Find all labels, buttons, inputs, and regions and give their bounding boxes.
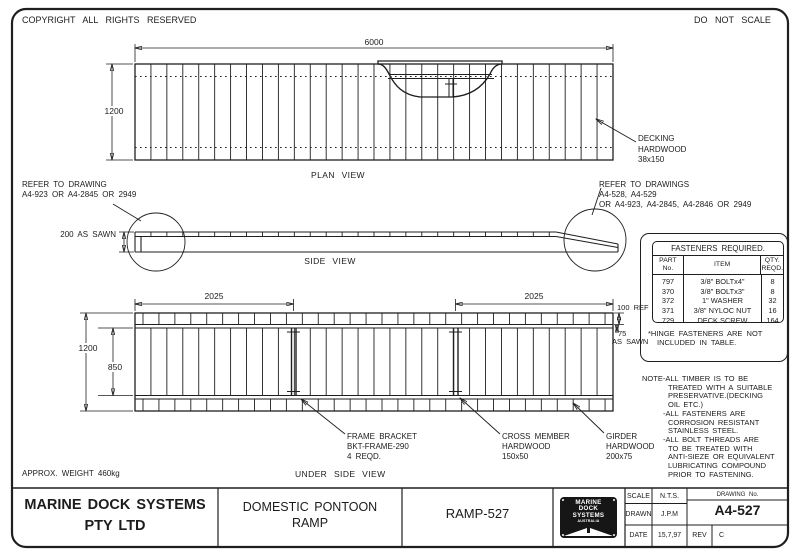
plan-view-label: PLAN VIEW [311,170,365,180]
fasteners-table-title: FASTENERS REQUIRED. [653,242,783,256]
general-notes [642,375,775,479]
company-name-line1: MARINE DOCK SYSTEMS [24,497,206,513]
header-part-line1: PART [659,257,677,264]
frame-bracket-line2: BKT-FRAME-290 [347,442,409,451]
hinge-note-line2: INCLUDED IN TABLE. [657,338,737,347]
do-not-scale-note: DO NOT SCALE [694,15,771,25]
dim-75-as-sawn: AS SAWN [612,337,649,346]
logo-line1: MARINE [575,499,602,506]
note-line-1: TREATED WITH A SUITABLE [668,382,773,392]
note-line-7: -ALL BOLT THREADS ARE [663,434,759,444]
qty-1: 8 [770,286,775,296]
header-qty-line1: QTY. [764,257,780,264]
logo-bowtie-icon [560,525,617,537]
side-view-label: SIDE VIEW [304,256,356,266]
girder-line1: GIRDER [606,432,638,441]
fasteners-table-body [653,275,783,323]
note-line-0: NOTE-ALL TIMBER IS TO BE [642,374,749,383]
company-name-line2: PTY LTD [84,518,146,534]
decking-label-line1: DECKING [638,134,675,143]
under-side-view-linework [80,299,627,434]
item-4: DECK SCREW [697,315,748,325]
decking-label-line2: HARDWOOD [638,144,687,154]
col-qty [762,275,783,323]
frame-bracket-label [347,432,417,462]
frame-bracket-leader [301,399,345,434]
refer-right-note [599,180,751,210]
refer-right-line1: REFER TO DRAWINGS [599,180,690,189]
logo-dot [613,499,615,501]
header-qty [761,256,783,274]
part-4: 729 [661,315,675,325]
decking-leader [596,119,636,142]
dim-1200-plan: 1200 [94,106,134,116]
decking-label-line3: 38x150 [638,155,665,164]
logo-dot [562,534,564,536]
drawing-no-label: DRAWING No. [716,492,759,498]
dim-6000: 6000 [364,37,384,47]
dim-1200-under: 1200 [68,343,108,353]
qty-2: 32 [768,296,777,306]
header-qty-line2: REQD. [761,265,783,272]
item-1: 3/8" BOLTx3" [700,286,745,296]
drawn-label: DRAWN [625,511,652,518]
refer-right-line2: A4-528, A4-529 [599,190,657,199]
refer-left-line2: A4-923 OR A4-2845 OR 2949 [22,190,137,199]
header-item: ITEM [684,256,762,274]
note-line-6: STAINLESS STEEL. [668,426,739,436]
side-view-linework [113,188,626,271]
drawing-title-line2: RAMP [291,516,329,530]
plan-view-linework [106,44,636,160]
part-2: 372 [661,296,675,306]
cross-member-leader [460,398,500,434]
rev-value: C [719,532,725,539]
note-line-8: TO BE TREATED WITH [668,443,753,453]
refer-left-line1: REFER TO DRAWING [22,180,107,189]
logo-dot [562,499,564,501]
cross-member-line1: CROSS MEMBER [502,432,570,441]
under-side-view-label: UNDER SIDE VIEW [295,469,386,479]
part-3: 371 [661,306,675,316]
note-line-10: LUBRICATING COMPOUND [668,461,767,471]
cross-member-label [502,432,570,462]
scale-value: N.T.S. [659,493,680,500]
dim-200-lines [119,232,134,252]
refer-left-leader [113,204,141,221]
dim-2025-right: 2025 [524,291,544,301]
part-1: 370 [661,286,675,296]
note-line-5: CORROSION RESISTANT [668,417,760,427]
approx-weight: APPROX. WEIGHT 460kg [22,469,120,478]
item-2: 1" WASHER [702,296,743,306]
fasteners-table-header [653,256,783,275]
date-value: 15,7,97 [657,532,682,539]
logo-line3: SYSTEMS [572,511,605,519]
dim-200-as-sawn: 200 AS SAWN [60,230,116,239]
girder-leader [573,403,604,433]
part-0: 797 [661,277,675,286]
note-line-9: ANTI-SIEZE OR EQUIVALENT [668,452,775,462]
dim-75: 75 [618,329,627,338]
qty-0: 8 [770,277,775,286]
col-item [684,275,762,323]
frame-bracket-line1: FRAME BRACKET [347,432,418,441]
decking-label [638,134,686,166]
logo-line4: AUSTRALIA [577,519,600,524]
note-line-4: -ALL FASTENERS ARE [663,408,746,418]
dim-850: 850 [98,362,132,372]
item-0: 3/8" BOLTx4" [700,277,745,286]
drawn-value: J.P.M [661,511,678,518]
drawing-title-line1: DOMESTIC PONTOON [242,500,378,514]
refer-left-note [22,180,136,200]
hinge-note-line1: *HINGE FASTENERS ARE NOT [648,329,763,338]
date-label: DATE [629,532,648,539]
deck-board-lines [143,64,605,411]
girder-line2: HARDWOOD [606,442,655,451]
frame-bracket-line3: 4 REQD. [347,452,382,461]
copyright-note: COPYRIGHT ALL RIGHTS RESERVED [22,15,197,25]
drawing-no-value: A4-527 [714,502,761,518]
dim-100-ref: 100 REF [617,303,649,312]
header-part-line2: No. [662,265,674,272]
girder-line3: 200x75 [606,452,633,461]
drawing-ref: RAMP-527 [445,506,510,521]
note-line-11: PRIOR TO FASTENING. [668,469,754,479]
refer-right-line3: OR A4-923, A4-2845, A4-2846 OR 2949 [599,200,752,209]
header-part [653,256,684,274]
col-part [653,275,684,323]
cross-member-line3: 150x50 [502,452,529,461]
qty-4: 164 [766,315,779,325]
item-3: 3/8" NYLOC NUT [693,306,752,316]
fasteners-table [652,241,784,323]
dim-2025-left: 2025 [204,291,224,301]
rev-label: REV [692,532,707,539]
note-line-2: PRESERVATIVE.(DECKING [668,391,764,401]
marine-dock-systems-logo [560,497,617,538]
note-line-3: OIL ETC.) [668,400,703,410]
logo-dot [613,534,615,536]
cross-member-line2: HARDWOOD [502,442,551,451]
qty-3: 16 [768,306,777,316]
scale-label: SCALE [627,493,650,500]
logo-line2: DOCK [578,505,599,513]
